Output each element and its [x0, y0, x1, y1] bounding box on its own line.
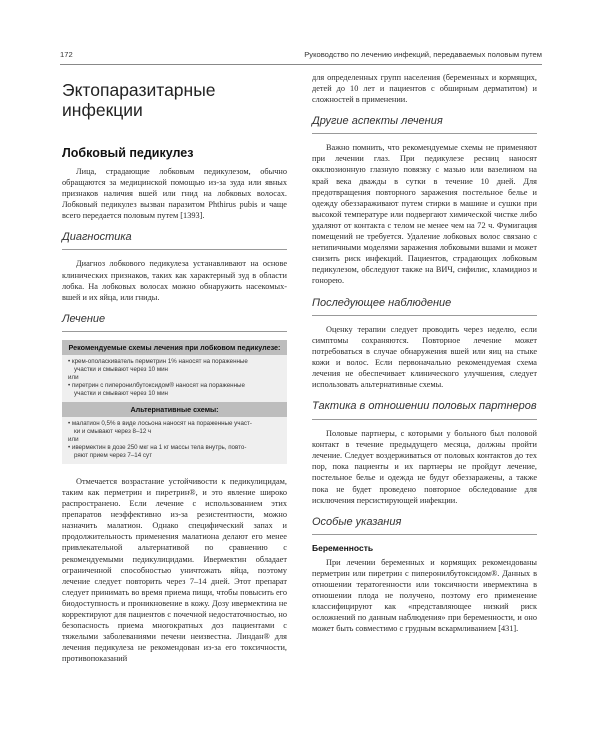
other-aspects-heading: Другие аспекты лечения: [312, 115, 443, 128]
divider: [312, 419, 537, 420]
partners-paragraph: Половые партнеры, с которыми у больного был половой контакт в течение предыдущего месяца, должны пройти лечение. Следует воздерживаться от половых контактов до тех пор, пока пациенты и их партнеры не пройдут лечение, постельное белье и одежда не будут обеззаражены, а также пока не будет проведено повторное обследование для исключения персистирующей инфекции.: [312, 429, 537, 505]
pregnancy-paragraph: При лечении беременных и кормящих рекомендованы перметрин или пиретрин с пиперонилбутоксидом®. Данных в отношении тератогенности или токсичности ивермектина в отношении плода не получено, поэтому его применение классифицируют как «представляющее низкий риск осложнений по данным наблюдения» при беременности, и оно может быть совместимо с грудным вскармливанием [431].: [312, 557, 537, 634]
special-notes-heading: Особые указания: [312, 515, 402, 528]
running-title: Руководство по лечению инфекций, передаваемых половым путем: [304, 50, 542, 59]
other-aspects-paragraph: Важно помнить, что рекомендуемые схемы не применяют при лечении глаз. При педикулезе ресниц наносят окклюзионную глазную повязку с мазью или вазелином на край века дважды в сутки в течение 10 дней. Для предотвращения повторного заражения постельное белье и одежду обеззараживают путем стирки в машине и сушки при высокой температуре или подвергают химической чистке либо удаляют от контакта с телом не менее чем на 72 ч. Фумигация помещений не требуется. Удаление лобковых волос связано с нетипичными моделями заражения лобковыми вшами и может снизить риск инфекций. Пациентов, страдающих лобковым педикулезом, обследуют также на ВИЧ, сифилис, хламидиоз и гонорею.: [312, 143, 537, 286]
continuation-paragraph: для определенных групп населения (беременных и кормящих, детей до 10 лет и пациентов с обширным дерматитом) и сложностей в применении.: [312, 73, 537, 105]
regimen-line: участки и смывают через 10 мин: [74, 365, 168, 373]
regimen-line: или: [68, 373, 79, 381]
regimen-line: • пиретрин с пиперонилбутоксидом® наносят на пораженные: [68, 381, 245, 389]
diagnosis-paragraph: Диагноз лобкового педикулеза устанавливают на основе клинических признаков, таких как характерный зуд в области лобка. На лобковых волосах можно обнаружить насекомых-вшей и их яйца, или гниды.: [62, 259, 287, 302]
header-rule: [60, 64, 542, 65]
section-title: Лобковый педикулез: [62, 146, 194, 160]
treatment-table: [62, 340, 287, 464]
left-column: [62, 72, 287, 664]
chapter-title: Эктопаразитарные инфекции: [62, 80, 216, 120]
partners-heading: Тактика в отношении половых партнеров: [312, 400, 537, 413]
divider: [312, 133, 537, 134]
diagnosis-heading: Диагностика: [62, 231, 132, 244]
divider: [62, 249, 287, 250]
pregnancy-heading: Беременность: [312, 542, 374, 553]
divider: [312, 315, 537, 316]
resistance-paragraph: Отмечается возрастание устойчивости к педикулицидам, таким как перметрин и пиретрин®, и это явление широко распространено. Если лечение с использованием этих препаратов неэффективно из-за резистентности, можно назначить малатион. Однако специфический запах и продолжительность применения малатиона делают его менее привлекательной альтернативой по сравнению с рекомендуемыми педикулицидами. Ивермектин обладает ограниченной способностью уничтожать яйца, поэтому лечение следует повторить через 7–14 дней. Этот препарат следует принимать во время приема пищи, чтобы повысить его биодоступность и проникновение в кожу. Дозу ивермектина не корректируют для пациентов с почечной недостаточностью, но безопасность приема многократных доз пациентами с тяжелыми заболеваниями печени неизвестна. Линдан® для лечения педикулеза не рекомендован из-за его токсичности, противопоказаний: [62, 476, 287, 664]
followup-heading: Последующее наблюдение: [312, 296, 452, 309]
regimen-line: • крем-ополаскиватель перметрин 1% наносят на пораженные: [68, 357, 248, 365]
regimen-line: • ивермектин в дозе 250 мкг на 1 кг массы тела внутрь, повто-: [68, 443, 247, 451]
alternative-regimens-body: [62, 417, 287, 464]
regimen-line: или: [68, 435, 79, 443]
regimen-line: ряют прием через 7–14 сут: [74, 451, 152, 459]
alternative-regimens-header: Альтернативные схемы:: [62, 402, 287, 417]
recommended-regimens-header: Рекомендуемые схемы лечения при лобковом педикулезе:: [62, 340, 287, 355]
intro-paragraph: Лица, страдающие лобковым педикулезом, обычно обращаются за медицинской помощью из-за зуда или явных признаков наличия вшей или гнид на лобковых волосах. Лобковый педикулез вызван паразитом Phthirus pubis и чаще всего передается половым путем [1393].: [62, 167, 287, 221]
regimen-line: ки и смывают через 8–12 ч: [74, 427, 152, 435]
treatment-heading: Лечение: [62, 312, 106, 325]
divider: [62, 331, 287, 332]
followup-paragraph: Оценку терапии следует проводить через неделю, если симптомы сохраняются. Повторное лечение может потребоваться в случае обнаружения вшей или яиц на стыке кожи и волос. Если первоначально рекомендуемая схема лечения не обеспечивает клинического улучшения, следует использовать альтернативные схемы.: [312, 324, 537, 389]
regimen-line: • малатион 0,5% в виде лосьона наносят на пораженные участ-: [68, 419, 252, 427]
running-header: [60, 50, 542, 64]
page-number: 172: [60, 50, 73, 59]
divider: [312, 534, 537, 535]
recommended-regimens-body: [62, 355, 287, 402]
regimen-line: участки и смывают через 10 мин: [74, 389, 168, 397]
right-column: [312, 72, 537, 634]
